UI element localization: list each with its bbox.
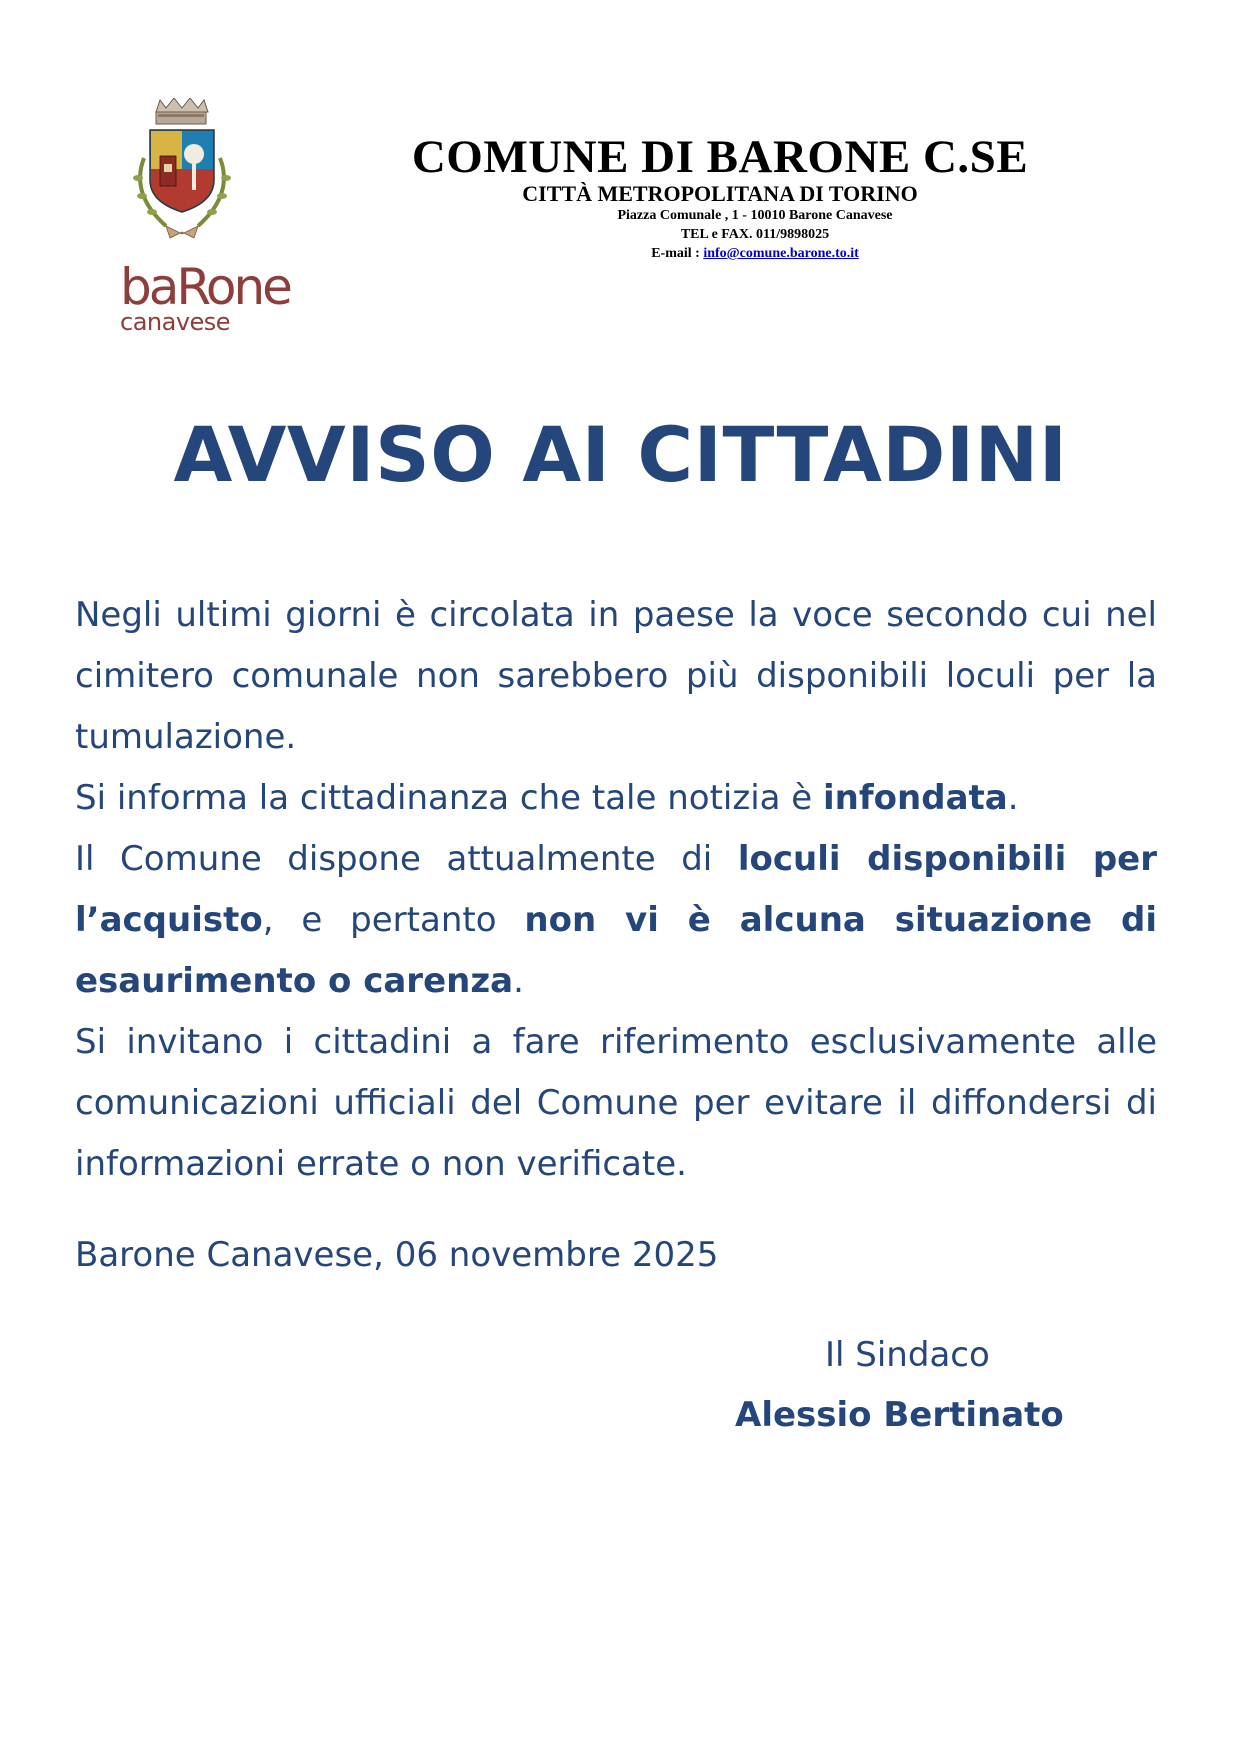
p3-text-start: Il Comune dispone attualmente di [75, 839, 738, 879]
paragraph-rumor: Negli ultimi giorni è circolata in paese la voce secondo cui nel cimitero comunale non sarebbero più disponibili loculi per la tumulazione. [75, 595, 1157, 757]
notice-heading: AVVISO AI CITTADINI [173, 410, 1068, 499]
signer-role: Il Sindaco [825, 1335, 990, 1375]
p2-end: . [1007, 778, 1019, 818]
phone-line: TEL e FAX. 011/9898025 [680, 227, 830, 242]
p2-bold: infondata [823, 778, 1008, 818]
p3-text-mid: , e pertanto [262, 900, 525, 940]
logo-word-sub: canavese [120, 308, 231, 336]
paragraph-availability [75, 829, 1157, 1012]
logo-word-main: baRone [120, 258, 290, 316]
email-label: E-mail : [651, 246, 704, 261]
paragraph-unfounded [75, 768, 1157, 829]
metropolitan-city: CITTÀ METROPOLITANA DI TORINO [522, 181, 918, 206]
address-line: Piazza Comunale , 1 - 10010 Barone Canavese [617, 208, 893, 223]
paragraph-invitation: Si invitano i cittadini a fare riferimento esclusivamente alle comunicazioni ufficiali del Comune per evitare il diffondersi di informazioni errate o non verificate. [75, 1022, 1157, 1184]
notice-body [75, 585, 1157, 1195]
p2-text: Si informa la cittadinanza che tale notizia è [75, 778, 824, 818]
place-date: Barone Canavese, 06 novembre 2025 [75, 1235, 719, 1275]
email-line [400, 244, 1110, 263]
email-link[interactable]: info@comune.barone.to.it [703, 246, 859, 261]
barone-canavese-logo [120, 258, 290, 336]
coat-of-arms-emblem [126, 98, 238, 244]
p3-bold-1: loculi disponibili per l’acquisto [75, 839, 1157, 940]
signer-name: Alessio Bertinato [735, 1395, 1064, 1435]
letterhead [330, 130, 1110, 263]
p3-bold-2: non vi è alcuna situazione di esaurimento o carenza [75, 900, 1157, 1001]
p3-end: . [513, 961, 524, 1001]
municipality-title: COMUNE DI BARONE C.SE [411, 131, 1029, 183]
